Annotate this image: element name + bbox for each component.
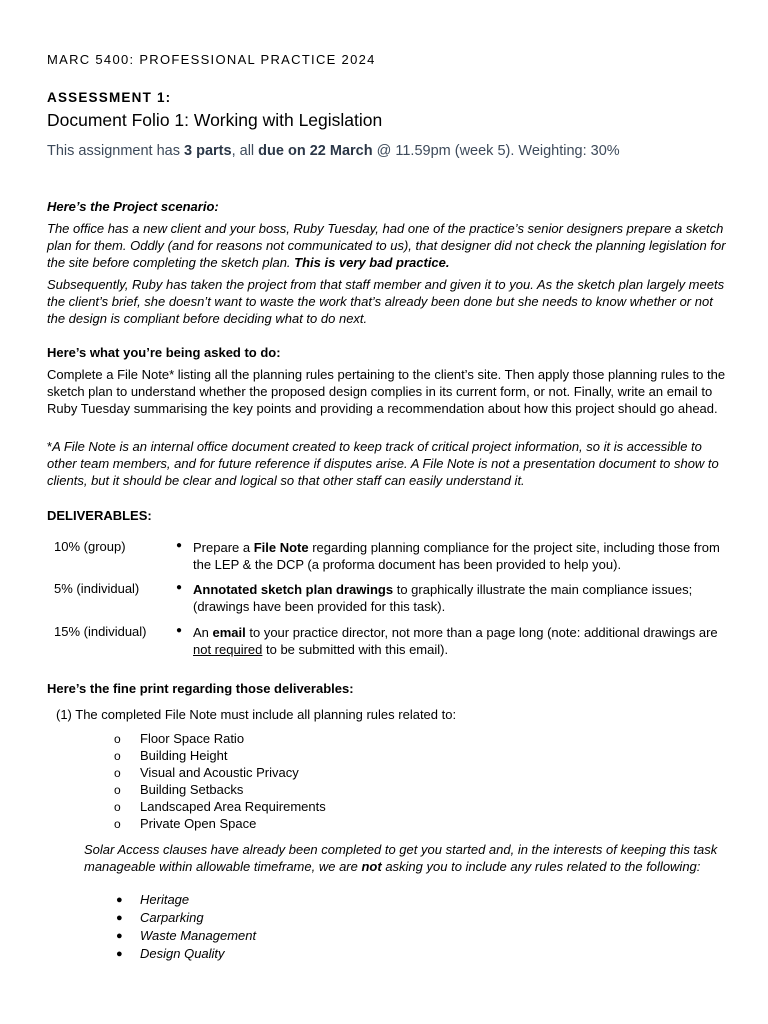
solar-access-note [84, 841, 724, 875]
scenario-heading: Here’s the Project scenario: [47, 199, 219, 214]
summary-post: @ 11.59pm (week 5). Weighting: 30% [372, 143, 620, 159]
deliverable-text: regarding planning compliance for the project site, including those from the LEP & the DCP (a proforma document has been provided to help you). [193, 540, 720, 572]
summary-mid: , all [231, 143, 259, 159]
summary-parts: 3 parts [184, 143, 232, 159]
solar-note-text: Solar Access clauses have already been completed to get you started and, in the interests of keeping this task manageable within allowable timeframe, we are [84, 842, 718, 874]
bullet-dot-icon: ● [176, 540, 183, 551]
footnote-star: * [47, 439, 53, 454]
circle-bullet-icon: o [114, 732, 121, 746]
deliverable-emphasis: not required [193, 642, 263, 657]
fineprint-item-1: (1) The completed File Note must include all planning rules related to: [56, 707, 457, 722]
scenario-paragraph-1 [47, 220, 727, 271]
bullet-dot-icon: ● [176, 625, 183, 636]
task-paragraph: Complete a File Note* listing all the planning rules pertaining to the client’s site. Then apply those planning rules to the sketch plan to understand whether the proposed design complies in its current form, or not. Finally, write an email to Ruby Tuesday summarising the key points and providing a recommendation about how this project should go ahead. [47, 367, 726, 416]
summary-pre: This assignment has [47, 143, 185, 159]
rule-item: Building Setbacks [140, 782, 244, 797]
circle-bullet-icon: o [114, 783, 121, 797]
file-note-footnote [47, 438, 727, 489]
assignment-summary [47, 143, 620, 159]
deliverables-heading: DELIVERABLES: [47, 508, 152, 523]
rule-item: Landscaped Area Requirements [140, 799, 326, 814]
summary-due: due on 22 March [258, 143, 373, 159]
excluded-item: Design Quality [140, 946, 225, 961]
solar-note-emphasis: not [361, 859, 382, 874]
excluded-item: Waste Management [140, 928, 257, 943]
deliverable-description [193, 539, 733, 573]
excluded-item: Heritage [140, 892, 190, 907]
fineprint-heading: Here’s the fine print regarding those deliverables: [47, 681, 354, 696]
course-title: MARC 5400: PROFESSIONAL PRACTICE 2024 [47, 52, 376, 67]
excluded-item: Carparking [140, 910, 204, 925]
deliverable-weighting: 15% (individual) [54, 624, 147, 639]
solar-note-text: asking you to include any rules related to the following: [381, 859, 701, 874]
deliverable-description [193, 581, 733, 615]
deliverable-text: to your practice director, not more than a page long (note: additional drawings are [245, 625, 718, 640]
deliverable-text: to be submitted with this email). [262, 642, 449, 657]
circle-bullet-icon: o [114, 766, 121, 780]
bullet-dot-icon: ● [176, 582, 183, 593]
bullet-dot-icon: ● [116, 930, 123, 942]
document-title: Document Folio 1: Working with Legislation [47, 110, 383, 130]
assessment-label: ASSESSMENT 1: [47, 90, 172, 105]
deliverable-text: An [193, 625, 213, 640]
deliverable-description [193, 624, 733, 658]
deliverable-text: Prepare a [193, 540, 254, 555]
task-heading: Here’s what you’re being asked to do: [47, 345, 281, 360]
deliverable-weighting: 10% (group) [54, 539, 126, 554]
scenario-p1-text: The office has a new client and your boss, Ruby Tuesday, had one of the practice’s senior designers prepare a sketch plan for them. Oddly (and for reasons not communicated to us), that designer did not check the planning legislation for the site before completing the sketch plan. [47, 221, 726, 270]
circle-bullet-icon: o [114, 817, 121, 831]
deliverable-text: to graphically illustrate the main compliance issues; (drawings have been provided for this task). [193, 582, 693, 614]
bullet-dot-icon: ● [116, 948, 123, 960]
deliverable-name: Annotated sketch plan drawings [193, 582, 394, 597]
scenario-p1-emphasis: This is very bad practice. [294, 255, 450, 270]
rule-item: Floor Space Ratio [140, 731, 245, 746]
rule-item: Building Height [140, 748, 228, 763]
rule-item: Private Open Space [140, 816, 257, 831]
rule-item: Visual and Acoustic Privacy [140, 765, 299, 780]
deliverable-name: File Note [253, 540, 309, 555]
deliverable-name: email [212, 625, 246, 640]
circle-bullet-icon: o [114, 800, 121, 814]
scenario-paragraph-2: Subsequently, Ruby has taken the project from that staff member and given it to you. As the sketch plan largely meets the client’s brief, she doesn’t want to waste the work that’s already been done but she needs to know whether or not the design is compliant before deciding what to do next. [47, 277, 725, 326]
bullet-dot-icon: ● [116, 912, 123, 924]
deliverable-weighting: 5% (individual) [54, 581, 140, 596]
bullet-dot-icon: ● [116, 894, 123, 906]
footnote-text: A File Note is an internal office document created to keep track of critical project information, so it is accessible to other team members, and for future reference if disputes arise. A File Note is not a presentation document to show to clients, but it should be clear and logical so that other staff can easily understand it. [47, 439, 719, 488]
circle-bullet-icon: o [114, 749, 121, 763]
